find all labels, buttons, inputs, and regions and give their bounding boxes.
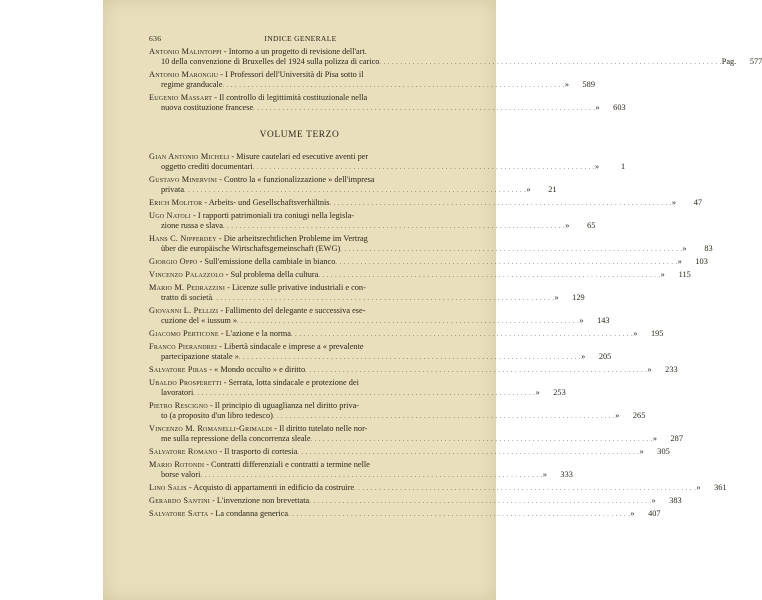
page-prefix: »: [542, 470, 547, 480]
toc-entry-line: [149, 162, 626, 173]
page-prefix: »: [579, 316, 584, 326]
dot-leader: [330, 198, 672, 209]
toc-entry: [149, 282, 585, 304]
entry-text: Gustavo Minervini - Contro la « funzionalizzazione » dell'impresa: [149, 174, 375, 184]
page-ref: [526, 185, 556, 196]
page-number-ref: 1: [621, 162, 626, 171]
author-name: Vincenzo Palazzolo: [149, 269, 224, 279]
page-prefix: »: [595, 162, 600, 171]
toc-entry: [149, 197, 703, 209]
page-ref: [652, 496, 682, 507]
book-page: [103, 0, 762, 600]
dot-leader: [184, 185, 526, 196]
entries-before: [149, 47, 762, 115]
dot-leader: [212, 293, 554, 304]
running-head: [149, 34, 452, 43]
toc-entry-line: [149, 483, 727, 494]
entry-text: Antonio Malintoppi - Intorno a un progetto di revisione dell'art.: [149, 47, 367, 56]
page-number-ref: 143: [597, 316, 610, 326]
author-name: Antonio Marongiu: [149, 70, 219, 80]
page-number-ref: 253: [553, 388, 566, 398]
page-prefix: »: [581, 352, 586, 362]
toc-entry: [149, 93, 626, 114]
page-number-ref: 115: [678, 269, 691, 279]
page-ref: [595, 103, 625, 114]
toc-entry-line: [149, 234, 450, 244]
toc-entry-line: [149, 175, 450, 185]
toc-entry-line: [149, 70, 450, 80]
page-number: 636: [149, 34, 162, 43]
entry-text: Erich Molitor - Arbeits- und Gesellschaftsverhältnis: [149, 197, 330, 207]
entry-text: Ugo Natoli - I rapporti patrimoniali tra coniugi nella legisla-: [149, 210, 355, 220]
toc-entry-line: [149, 211, 450, 221]
page-ref: [595, 162, 625, 173]
toc-entry-line: [149, 47, 450, 57]
toc-entry: [149, 447, 670, 458]
author-name: Mario Rotondi: [149, 460, 205, 470]
entry-text: Hans C. Nipperdey - Die arbeitsrechtlichen Probleme im Vertrag: [149, 233, 368, 243]
toc-entry-line: [149, 329, 664, 340]
page-prefix: »: [564, 80, 569, 90]
page-number-ref: 83: [704, 244, 713, 254]
entry-text: Salvatore Romano - Il trasporto di cortesia: [149, 447, 298, 457]
entry-text: 10 della convenzione di Bruxelles del 1924 sulla polizza di carico: [161, 57, 380, 67]
author-name: Hans C. Nipperdey: [149, 233, 217, 243]
toc-entry-line: [149, 197, 703, 209]
toc-entry-line: [149, 80, 595, 91]
entry-text: lavoratori: [161, 388, 194, 398]
author-name: Salvatore Piras: [149, 365, 208, 375]
page-number-ref: 233: [665, 365, 678, 375]
author-name: Giorgio Oppo: [149, 257, 198, 267]
dot-leader: [318, 270, 660, 281]
author-name: Erich Molitor: [149, 197, 203, 207]
dot-leader: [239, 352, 581, 363]
page-prefix: »: [615, 411, 620, 421]
entries-volume-three: [149, 151, 727, 520]
toc-entry: [149, 508, 661, 520]
toc-entry-line: [149, 496, 682, 507]
author-name: Gerardo Santini: [149, 496, 211, 506]
page-ref: [630, 509, 660, 520]
dot-leader: [273, 411, 615, 422]
dot-leader: [309, 496, 651, 507]
page-ref: [565, 80, 595, 91]
toc-entry: [149, 329, 664, 340]
author-name: Salvatore Romano: [149, 447, 218, 457]
page-ref: [579, 316, 609, 327]
dot-leader: [200, 470, 542, 481]
entry-text: Giovanni L. Pellizi - Fallimento del delegante e successiva ese-: [149, 305, 366, 315]
page-number-ref: 603: [613, 103, 626, 113]
entry-text: Mario Rotondi - Contratti differenziali e contratti a termine nelle: [149, 460, 370, 470]
toc-entry-line: [149, 401, 450, 411]
toc-entry: [149, 70, 595, 91]
section-title: VOLUME TERZO: [259, 129, 340, 140]
dot-leader: [223, 80, 565, 91]
author-name: Pietro Rescigno: [149, 401, 208, 410]
page-number-ref: 577: [749, 57, 762, 67]
page-prefix: »: [630, 508, 635, 518]
toc-entry-line: [149, 244, 713, 255]
toc-entry-line: [149, 411, 646, 422]
page-number-ref: 103: [695, 257, 708, 267]
page-number-ref: 21: [548, 185, 557, 195]
page-number-ref: 265: [632, 411, 646, 421]
entry-text: Franco Pierandrei - Libertà sindacale e imprese a « prevalente: [149, 341, 364, 351]
page-number-ref: 129: [572, 293, 585, 303]
toc-entry-line: [149, 57, 762, 68]
page-number-ref: 361: [714, 483, 727, 493]
toc-entry-line: [149, 306, 450, 316]
dot-leader: [288, 509, 630, 520]
author-name: Ubaldo Prosperetti: [149, 377, 222, 387]
toc-entry: [149, 233, 713, 255]
page-ref: [615, 411, 645, 422]
page-prefix: »: [526, 185, 531, 195]
toc-entry: [149, 210, 596, 232]
page-ref: [653, 434, 683, 445]
toc-entry: [149, 377, 566, 399]
entry-text: Eugenio Massart - Il controllo di legittimità costituzionale nella: [149, 93, 368, 103]
page-prefix: »: [639, 447, 644, 457]
table-of-contents: [149, 47, 762, 522]
author-name: Franco Pierandrei: [149, 341, 218, 351]
page-ref: [581, 352, 611, 363]
entry-text: Gerardo Santini - L'invenzione non brevettata: [149, 496, 310, 506]
toc-entry: [149, 151, 626, 173]
entry-text: tratto di società: [161, 293, 213, 303]
page-prefix: »: [595, 103, 600, 113]
page-ref: [683, 244, 713, 255]
entry-text: nuova costituzione francese: [161, 103, 254, 113]
entry-text: Giorgio Oppo - Sull'emissione della cambiale in bianco: [149, 257, 336, 267]
entry-text: borse valori: [161, 470, 201, 480]
toc-entry-line: [149, 293, 585, 304]
dot-leader: [379, 57, 721, 68]
toc-entry: [149, 365, 678, 376]
entry-text: Pietro Rescigno - Il principio di uguaglianza nel diritto priva-: [149, 401, 360, 410]
author-name: Giacomo Perticone: [149, 329, 219, 339]
toc-entry-line: [149, 388, 566, 399]
entry-text: oggetto crediti documentari: [161, 162, 253, 171]
running-title: INDICE GENERALE: [264, 34, 337, 43]
entry-text: Salvatore Satta - La condanna generica: [149, 508, 289, 518]
toc-entry-line: [149, 269, 691, 281]
page-prefix: »: [647, 365, 652, 375]
page-number-ref: 305: [657, 447, 670, 457]
dot-leader: [297, 447, 639, 458]
dot-leader: [354, 483, 696, 494]
toc-entry-line: [149, 316, 610, 327]
toc-entry-line: [149, 185, 557, 196]
entry-text: privata: [161, 185, 185, 195]
page-number-ref: 65: [587, 221, 596, 231]
toc-entry: [149, 460, 573, 481]
page-number-ref: 47: [693, 197, 703, 207]
page-ref: [722, 57, 762, 68]
toc-entry: [149, 341, 612, 363]
toc-entry-line: [149, 365, 678, 376]
author-name: Mario M. Pedrazzini: [149, 282, 226, 292]
page-ref: [696, 483, 726, 494]
author-name: Ugo Natoli: [149, 210, 191, 220]
entry-text: zione russa e slava: [161, 221, 223, 231]
dot-leader: [253, 162, 595, 173]
toc-entry: [149, 174, 557, 196]
toc-entry-line: [149, 283, 450, 293]
page-number-ref: 195: [650, 329, 664, 339]
toc-entry: [149, 496, 682, 507]
page-prefix: »: [633, 329, 638, 339]
toc-entry: [149, 401, 646, 422]
toc-entry-line: [149, 424, 450, 434]
page-prefix: »: [660, 269, 665, 279]
page-number-ref: 287: [670, 434, 683, 444]
dot-leader: [340, 244, 682, 255]
toc-entry-line: [149, 103, 626, 114]
author-name: Eugenio Massart: [149, 93, 213, 103]
toc-entry-line: [149, 342, 450, 352]
dot-leader: [305, 365, 647, 376]
toc-entry: [149, 483, 727, 494]
author-name: Lino Salis: [149, 483, 187, 493]
page-ref: [536, 388, 566, 399]
page-prefix: »: [677, 257, 682, 267]
page-prefix: »: [554, 293, 559, 303]
dot-leader: [193, 388, 535, 399]
entry-text: cuzione del « iussum »: [161, 316, 238, 326]
page-ref: [672, 198, 702, 209]
dot-leader: [311, 434, 653, 445]
author-name: Salvatore Satta: [149, 508, 209, 518]
page-ref: [554, 293, 584, 304]
toc-entry: [149, 305, 610, 327]
entry-text: Salvatore Piras - « Mondo occulto » e diritto: [149, 365, 306, 375]
toc-entry-line: [149, 152, 450, 162]
toc-entry-line: [149, 257, 708, 268]
entry-text: to (a proposito d'un libro tedesco): [161, 411, 273, 421]
page-prefix: »: [652, 434, 657, 444]
author-name: Gian Antonio Micheli: [149, 151, 230, 161]
dot-leader: [223, 221, 565, 232]
page-ref: [640, 447, 670, 458]
author-name: Gustavo Minervini: [149, 174, 218, 184]
entry-text: Giacomo Perticone - L'azione e la norma: [149, 329, 291, 339]
dot-leader: [291, 329, 633, 340]
toc-entry-line: [149, 470, 573, 481]
page-prefix: »: [651, 496, 656, 506]
toc-entry-line: [149, 434, 683, 445]
page-ref: [565, 221, 595, 232]
entry-text: Ubaldo Prosperetti - Serrata, lotta sindacale e protezione dei: [149, 377, 359, 387]
page-prefix: Pag.: [721, 57, 737, 67]
entry-text: Mario M. Pedrazzini - Licenze sulle privative industriali e con-: [149, 282, 366, 292]
entry-text: Gian Antonio Micheli - Misure cautelari ed esecutive aventi per: [149, 151, 369, 161]
page-prefix: »: [696, 483, 701, 493]
page-ref: [661, 270, 691, 281]
toc-entry-line: [149, 508, 661, 520]
toc-entry: [149, 257, 708, 268]
author-name: Vincenzo M. Romanelli-Grimaldi: [149, 424, 273, 434]
entry-text: Vincenzo Palazzolo - Sul problema della cultura: [149, 269, 319, 279]
page-prefix: »: [565, 221, 570, 231]
page-ref: [543, 470, 573, 481]
toc-entry: [149, 269, 691, 281]
page-prefix: »: [682, 244, 687, 254]
toc-entry: [149, 424, 683, 445]
toc-entry-line: [149, 447, 670, 458]
entry-text: Lino Salis - Acquisto di appartamenti in edificio da costruire: [149, 483, 355, 493]
page-ref: [633, 329, 663, 340]
entry-text: Vincenzo M. Romanelli-Grimaldi - Il diritto tutelato nelle nor-: [149, 424, 368, 434]
page-prefix: »: [535, 388, 540, 398]
page-ref: [678, 257, 708, 268]
page-number-ref: 407: [648, 508, 661, 518]
entry-text: partecipazione statale »: [161, 352, 239, 362]
page-prefix: »: [671, 197, 677, 207]
page-number-ref: 589: [582, 80, 595, 90]
page-number-ref: 205: [598, 352, 612, 362]
entry-text: Antonio Marongiu - I Professori dell'Università di Pisa sotto il: [149, 70, 364, 80]
toc-entry-line: [149, 221, 596, 232]
entry-text: me sulla repressione della concorrenza sleale: [161, 434, 311, 444]
author-name: Giovanni L. Pellizi: [149, 305, 219, 315]
page-ref: [647, 365, 677, 376]
dot-leader: [237, 316, 579, 327]
dot-leader: [253, 103, 595, 114]
toc-entry-line: [149, 93, 450, 103]
page-number-ref: 333: [560, 470, 573, 480]
dot-leader: [335, 257, 677, 268]
toc-entry-line: [149, 352, 612, 363]
author-name: Antonio Malintoppi: [149, 47, 222, 56]
toc-entry-line: [149, 460, 450, 470]
page-number-ref: 383: [669, 496, 682, 506]
toc-entry-line: [149, 378, 450, 388]
entry-text: regime granducale: [161, 80, 223, 90]
toc-entry: [149, 47, 762, 68]
entry-text: über die europäische Wirtschaftsgemeinschaft (EWG): [161, 244, 341, 254]
